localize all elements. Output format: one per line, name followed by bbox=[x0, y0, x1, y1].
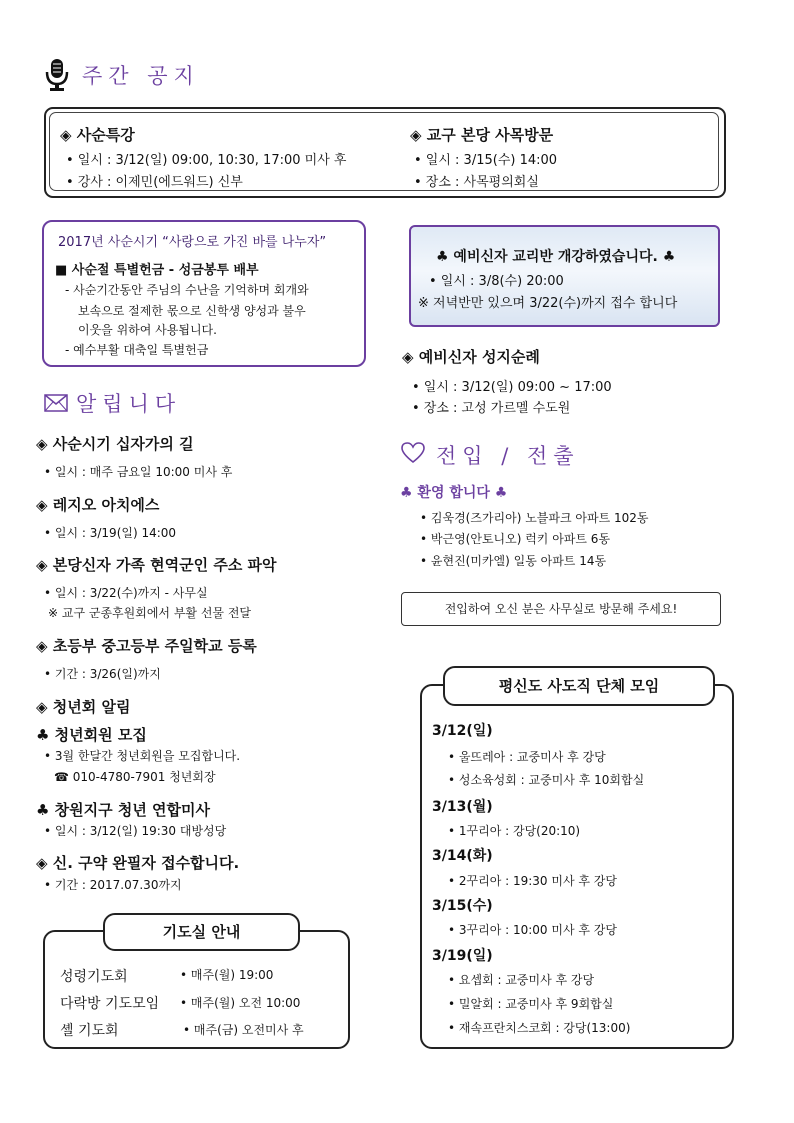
visitation-place: • 장소 : 사목평의회실 bbox=[414, 175, 539, 190]
group-day-5-date: 3/19(일) bbox=[432, 948, 493, 964]
notice-sunday-school-title: ◈ 초등부 중고등부 주일학교 등록 bbox=[36, 637, 257, 655]
microphone-icon bbox=[44, 58, 70, 92]
envelope-icon bbox=[44, 394, 68, 412]
group-day-1-item-2: • 성소육성회 : 교중미사 후 10회합실 bbox=[448, 773, 645, 787]
lecture-speaker: • 강사 : 이제민(에드워드) 신부 bbox=[66, 175, 243, 190]
visitation-date: • 일시 : 3/15(수) 14:00 bbox=[414, 153, 558, 168]
lent-line-4: - 예수부활 대축일 특별헌금 bbox=[65, 343, 209, 357]
lent-line-3: 이웃을 위하여 사용됩니다. bbox=[78, 323, 217, 337]
group-day-4-item-1: • 3꾸리아 : 10:00 미사 후 강당 bbox=[448, 923, 617, 937]
pilgrimage-date: • 일시 : 3/12(일) 09:00 ~ 17:00 bbox=[412, 380, 612, 395]
lent-title: 2017년 사순시기 “사랑으로 가진 바를 나누자” bbox=[58, 235, 327, 250]
group-day-5-item-3: • 재속프란치스코회 : 강당(13:00) bbox=[448, 1021, 631, 1035]
pilgrimage-place: • 장소 : 고성 가르멜 수도원 bbox=[412, 401, 571, 416]
prayer-row-3-time: • 매주(금) 오전미사 후 bbox=[183, 1023, 304, 1037]
catechumen-title: ♣ 예비신자 교리반 개강하였습니다. ♣ bbox=[436, 249, 676, 265]
group-day-5-item-1: • 요셉회 : 교중미사 후 강당 bbox=[448, 973, 595, 987]
prayer-row-1-time: • 매주(월) 19:00 bbox=[180, 968, 274, 982]
notice-military-note: ※ 교구 군종후원회에서 부활 선물 전달 bbox=[48, 606, 252, 620]
group-day-1-date: 3/12(일) bbox=[432, 723, 493, 739]
notice-military-title: ◈ 본당신자 가족 현역군인 주소 파악 bbox=[36, 556, 277, 574]
notice-legio-date: • 일시 : 3/19(일) 14:00 bbox=[44, 526, 177, 540]
catechumen-note: ※ 저녁반만 있으며 3/22(수)까지 접수 합니다 bbox=[418, 296, 678, 311]
newcomer-1: • 김욱경(즈가리아) 노블파크 아파트 102동 bbox=[420, 511, 649, 525]
notice-military-date: • 일시 : 3/22(수)까지 - 사무실 bbox=[44, 586, 208, 600]
group-day-4-date: 3/15(수) bbox=[432, 898, 493, 914]
prayer-row-2-time: • 매주(월) 오전 10:00 bbox=[180, 996, 301, 1010]
group-day-3-item-1: • 2꾸리아 : 19:30 미사 후 강당 bbox=[448, 874, 617, 888]
notices-title: 알립니다 bbox=[76, 392, 182, 416]
newcomer-2: • 박근영(안토니오) 럭키 아파트 6동 bbox=[420, 532, 611, 546]
heart-icon bbox=[401, 442, 425, 464]
notice-youth-contact: ☎ 010-4780-7901 청년회장 bbox=[54, 770, 216, 784]
prayer-row-1-name: 성령기도회 bbox=[60, 969, 128, 985]
page-title: 주간 공지 bbox=[82, 64, 200, 88]
notice-bible-date: • 기간 : 2017.07.30까지 bbox=[44, 878, 182, 892]
catechumen-date: • 일시 : 3/8(수) 20:00 bbox=[429, 274, 564, 289]
newcomer-3: • 윤현진(미카엘) 일동 아파트 14동 bbox=[420, 554, 607, 568]
pilgrimage-title: ◈ 예비신자 성지순례 bbox=[402, 348, 540, 366]
group-day-3-date: 3/14(화) bbox=[432, 848, 493, 864]
groups-title: 평신도 사도직 단체 모임 bbox=[498, 677, 660, 695]
notice-legio-title: ◈ 레지오 아치에스 bbox=[36, 496, 160, 514]
notice-sunday-school-date: • 기간 : 3/26(일)까지 bbox=[44, 667, 161, 681]
lecture-title: ◈ 사순특강 bbox=[60, 126, 135, 144]
notice-youth-mass-date: • 일시 : 3/12(일) 19:30 대방성당 bbox=[44, 824, 227, 838]
notice-youth-title: ◈ 청년회 알림 bbox=[36, 698, 131, 716]
notice-stations-date: • 일시 : 매주 금요일 10:00 미사 후 bbox=[44, 465, 233, 479]
lent-subtitle: ■ 사순절 특별헌금 - 성금봉투 배부 bbox=[55, 263, 259, 278]
notice-youth-mass-title: ♣ 창원지구 청년 연합미사 bbox=[36, 801, 211, 819]
group-day-1-item-1: • 울뜨레아 : 교중미사 후 강당 bbox=[448, 750, 606, 764]
notice-youth-recruit-title: ♣ 청년회원 모집 bbox=[36, 726, 147, 744]
welcome-title: ♣ 환영 합니다 ♣ bbox=[400, 485, 508, 501]
lent-line-2: 보속으로 절제한 몫으로 신학생 양성과 불우 bbox=[78, 304, 306, 318]
moves-title: 전입 / 전출 bbox=[436, 444, 580, 468]
visitation-title: ◈ 교구 본당 사목방문 bbox=[410, 126, 554, 144]
group-day-2-item-1: • 1꾸리아 : 강당(20:10) bbox=[448, 824, 581, 838]
prayer-room-title: 기도실 안내 bbox=[162, 923, 241, 941]
group-day-2-date: 3/13(월) bbox=[432, 799, 493, 815]
notice-bible-title: ◈ 신. 구약 완필자 접수합니다. bbox=[36, 854, 240, 872]
notice-youth-recruit-line: • 3월 한달간 청년회원을 모집합니다. bbox=[44, 749, 241, 763]
prayer-row-2-name: 다락방 기도모임 bbox=[60, 996, 160, 1012]
notice-stations-title: ◈ 사순시기 십자가의 길 bbox=[36, 435, 194, 453]
visit-notice-text: 전입하여 오신 분은 사무실로 방문해 주세요! bbox=[444, 602, 678, 616]
lecture-date: • 일시 : 3/12(일) 09:00, 10:30, 17:00 미사 후 bbox=[66, 153, 347, 168]
lent-line-1: - 사순기간동안 주님의 수난을 기억하며 회개와 bbox=[65, 283, 309, 297]
group-day-5-item-2: • 밀알회 : 교중미사 후 9회합실 bbox=[448, 997, 614, 1011]
prayer-row-3-name: 셸 기도회 bbox=[60, 1023, 119, 1039]
